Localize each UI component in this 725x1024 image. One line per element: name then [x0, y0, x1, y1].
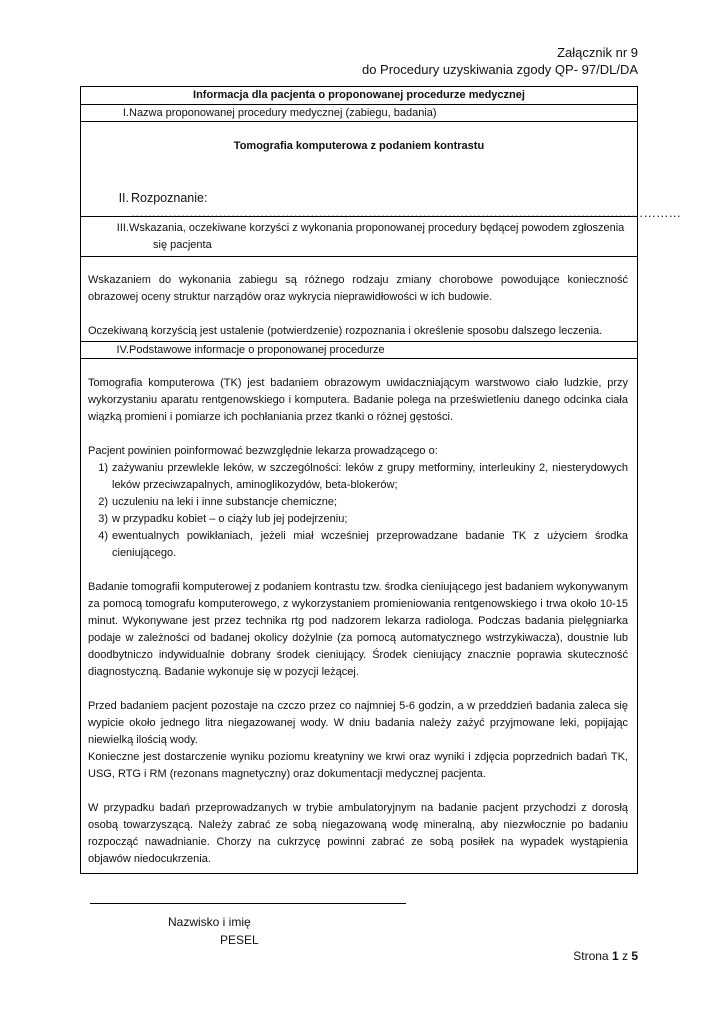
section-3-label-line2: się pacjenta	[153, 239, 212, 251]
name-label: Nazwisko i imię	[168, 915, 251, 929]
form-title: Informacja dla pacjenta o proponowanej procedurze medycznej	[193, 89, 525, 101]
section-2-number: II.	[118, 191, 129, 205]
indications-paragraph: Wskazaniem do wykonania zabiegu są różnego rodzaju zmiany chorobowe powodujące konieczność obrazowej oceny struktur narządów oraz wykrycia nieprawidłowości w ich budowie.	[88, 274, 628, 303]
current-page: 1	[611, 949, 619, 963]
list-item: 4) ewentualnych powikłaniach, jeżeli miał wcześniej przeprowadzane badanie TK z użyciem środka cieniującego.	[98, 530, 628, 559]
pesel-label: PESEL	[220, 933, 259, 947]
required-documents-paragraph: Konieczne jest dostarczenie wyniku poziomu kreatyniny we krwi oraz wyniki i zdjęcia poprzednich badań TK, USG, RTG i RM (rezonans magnetyczny) oraz dokumentacji medycznej pacjenta.	[88, 751, 628, 780]
divider	[81, 216, 637, 217]
procedure-reference: do Procedury uzyskiwania zgody QP- 97/DL/DA	[361, 62, 638, 77]
divider	[81, 358, 637, 359]
signature-line	[90, 903, 406, 904]
section-4-label: Podstawowe informacje o proponowanej procedurze	[129, 344, 385, 356]
list-item: 3) w przypadku kobiet – o ciąży lub jej podejrzeniu;	[98, 513, 348, 525]
procedure-info-text	[88, 375, 628, 868]
section-3-number: III.	[116, 222, 129, 234]
section-4-number: IV.	[116, 344, 129, 356]
contrast-exam-paragraph: Badanie tomografii komputerowej z podaniem kontrastu tzw. środka cieniującego jest badaniem wykonywanym za pomocą tomografu komputerowego, z wykorzystaniem promieniowania rentgenowskiego i trwa około 10-15 minut. Wykonywane jest przez technika rtg pod nadzorem lekarza radiologa. Podczas badania pielęgniarka podaje w zależności od badanej okolicy dożylnie (za pomocą automatycznego wstrzykiwacza), doustnie lub doodbytniczo indywidualnie dobrany środek cieniujący. Środek cieniujący znacznie poprawia skuteczność diagnostyczną. Badanie wykonuje się w pozycji leżącej.	[88, 581, 628, 678]
divider	[81, 121, 637, 122]
section-3-label-line1: Wskazania, oczekiwane korzyści z wykonania proponowanej procedury będącej powodem zgłoszenia	[129, 222, 625, 234]
benefits-paragraph: Oczekiwaną korzyścią jest ustalenie (potwierdzenie) rozpoznania i określenie sposobu dalszego leczenia.	[88, 325, 603, 337]
section-1-label: Nazwa proponowanej procedury medycznej (zabiegu, badania)	[129, 107, 437, 119]
list-item: 2) uczuleniu na leki i inne substancje chemiczne;	[98, 496, 338, 508]
outpatient-paragraph: W przypadku badań przeprowadzanych w trybie ambulatoryjnym na badanie pacjent przychodzi z dorosłą osobą towarzyszącą. Należy zabrać ze sobą niegazowaną wodę mineralną, aby niezwłocznie po badaniu rozpocząć nawadnianie. Chorzy na cukrzycę powinni zabrać ze sobą posiłek na wypadek wystąpienia objawów niedocukrzenia.	[88, 802, 628, 865]
divider	[81, 341, 637, 342]
preparation-paragraph: Przed badaniem pacjent pozostaje na czczo przez co najmniej 5-6 godzin, a w przeddzień badania zaleca się wypicie około jednego litra niegazowanej wody. W dniu badania należy zażyć przyjmowane leki, popijając niewielką ilością wody.	[88, 700, 628, 746]
attachment-number: Załącznik nr 9	[557, 45, 638, 60]
page-number: Strona 1 z 5	[573, 949, 638, 963]
section-1-number: I.	[122, 107, 129, 119]
divider	[81, 104, 637, 105]
divider	[81, 256, 637, 257]
procedure-name: Tomografia komputerowa z podaniem kontrastu	[233, 140, 485, 152]
patient-info-form	[80, 86, 681, 874]
diagnosis-field[interactable]: Rozpoznanie: ……………………………………………………………………………………………………………………	[131, 191, 681, 220]
indications-text	[88, 272, 628, 340]
inform-doctor-intro: Pacjent powinien poinformować bezwzględnie lekarza prowadzącego o:	[88, 445, 438, 457]
total-pages: 5	[631, 949, 638, 963]
ct-description-paragraph: Tomografia komputerowa (TK) jest badaniem obrazowym uwidaczniającym warstwowo ciało ludzkie, przy wykorzystaniu aparatu rentgenowskiego i komputera. Badanie polega na prześwietleniu danego odcinka ciała wiązką promieni i pomiarze ich pochłaniania przez tkanki o różnej gęstości.	[88, 377, 628, 423]
list-item: 1) zażywaniu przewlekle leków, w szczególności: leków z grupy metforminy, interleukiny 2, niesterydowych leków przeciwzapalnych, aminoglikozydów, beta-blokerów;	[98, 462, 628, 491]
inform-doctor-list	[88, 460, 628, 562]
